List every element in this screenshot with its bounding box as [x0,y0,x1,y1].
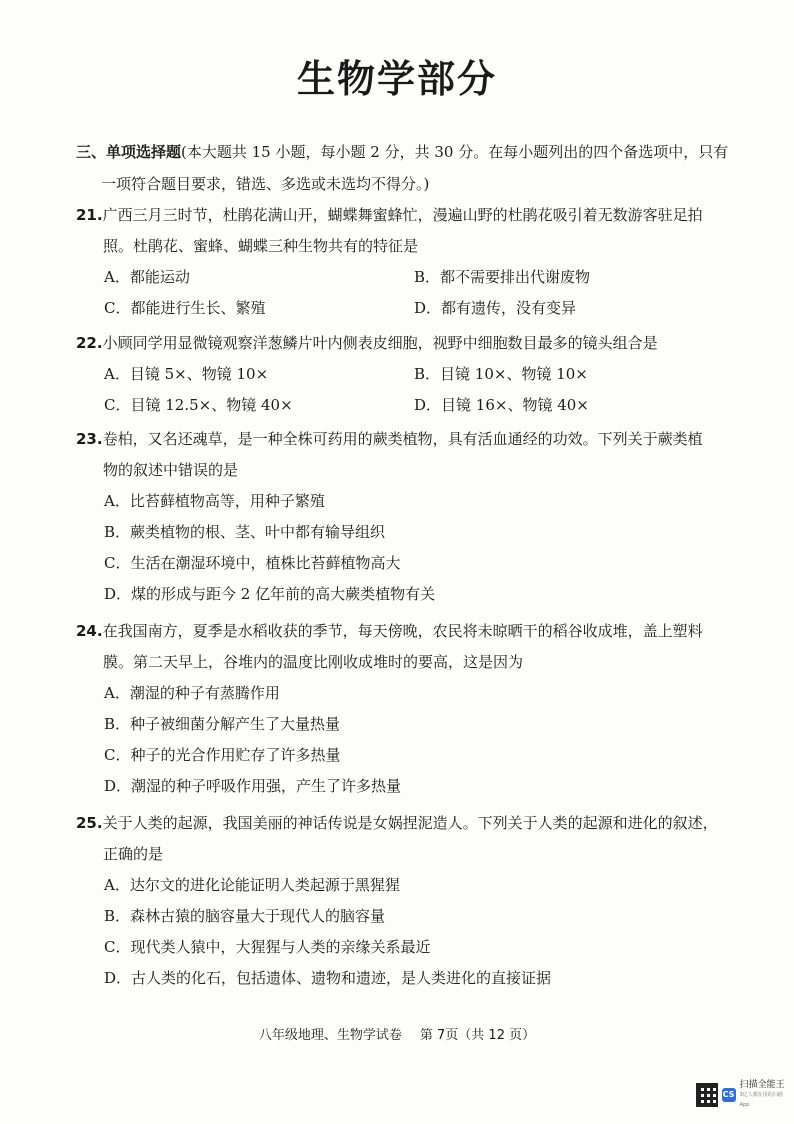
option-a: A．目镜 5×、物镜 10× [104,365,269,383]
camscanner-logo-icon: CS [722,1088,736,1102]
option-b: B．种子被细菌分解产生了大量热量 [104,715,341,733]
question-number: 22. [76,334,103,352]
question-stem: 小顾同学用显微镜观察洋葱鳞片叶内侧表皮细胞，视野中细胞数目最多的镜头组合是 [102,334,658,352]
option-c: C．目镜 12.5×、物镜 40× [104,396,293,414]
option-a: A．都能运动 [104,268,190,286]
watermark-subtitle: 3亿人都在用的扫描App [739,1092,783,1108]
question-stem-cont: 膜。第二天早上，谷堆内的温度比刚收成堆时的要高，这是因为 [103,653,524,671]
question-number: 23. [76,430,103,448]
option-a: A．潮湿的种子有蒸腾作用 [104,684,280,702]
question-stem-cont: 照。杜鹃花、蜜蜂、蝴蝶三种生物共有的特征是 [103,237,419,255]
question-stem: 广西三月三时节，杜鹃花满山开，蝴蝶舞蜜蜂忙，漫遍山野的杜鹃花吸引着无数游客驻足拍 [102,206,703,224]
exam-name: 八年级地理、生物学试卷 [258,1028,402,1043]
page-number: 第 7页（共 12 页） [419,1028,536,1043]
question-25 [76,808,766,994]
option-c: C．种子的光合作用贮存了许多热量 [104,746,341,764]
question-22 [76,328,766,421]
question-23 [76,424,766,610]
option-d: D．古人类的化石，包括遗体、遗物和遗迹，是人类进化的直接证据 [104,969,552,987]
option-a: A．达尔文的进化论能证明人类起源于黑猩猩 [104,876,400,894]
option-b: B．森林古猿的脑容量大于现代人的脑容量 [104,907,386,925]
option-b: B．蕨类植物的根、茎、叶中都有输导组织 [104,523,386,541]
question-24 [76,616,766,802]
section-instructions-2: 一项符合题目要求，错选、多选或未选均不得分。) [101,175,430,193]
question-number: 25. [76,814,103,832]
option-c: C．现代类人猿中，大猩猩与人类的亲缘关系最近 [104,938,431,956]
option-d: D．潮湿的种子呼吸作用强，产生了许多热量 [104,777,402,795]
section-instructions-1: (本大题共 15 小题，每小题 2 分，共 30 分。在每小题列出的四个备选项中，只有 [181,143,729,161]
question-stem: 关于人类的起源，我国美丽的神话传说是女娲捏泥造人。下列关于人类的起源和进化的叙述， [102,814,718,832]
option-a: A．比苔藓植物高等，用种子繁殖 [104,492,325,510]
page-footer [0,1024,794,1043]
scanner-watermark [696,1082,786,1108]
option-d: D．煤的形成与距今 2 亿年前的高大蕨类植物有关 [104,585,436,603]
option-d: D．都有遗传，没有变异 [414,299,577,317]
question-stem-cont: 正确的是 [103,845,164,863]
question-stem-cont: 物的叙述中错误的是 [103,461,239,479]
section-lead: 三、单项选择题 [76,143,182,161]
option-b: B．目镜 10×、物镜 10× [414,365,588,383]
page-title: 生物学部分 [296,57,497,101]
question-number: 21. [76,206,103,224]
option-d: D．目镜 16×、物镜 40× [414,396,589,414]
option-c: C．生活在潮湿环境中，植株比苔藓植物高大 [104,554,401,572]
question-number: 24. [76,622,103,640]
question-stem: 在我国南方，夏季是水稻收获的季节，每天傍晚，农民将未晾晒干的稻谷收成堆，盖上塑料 [102,622,703,640]
watermark-name: 扫描全能王 [739,1080,785,1090]
option-c: C．都能进行生长、繁殖 [104,299,266,317]
question-stem: 卷柏，又名还魂草，是一种全株可药用的蕨类植物，具有活血通经的功效。下列关于蕨类植 [102,430,703,448]
question-21 [76,200,766,324]
section-heading [76,136,766,200]
qr-code-icon [696,1083,718,1107]
option-b: B．都不需要排出代谢废物 [414,268,591,286]
